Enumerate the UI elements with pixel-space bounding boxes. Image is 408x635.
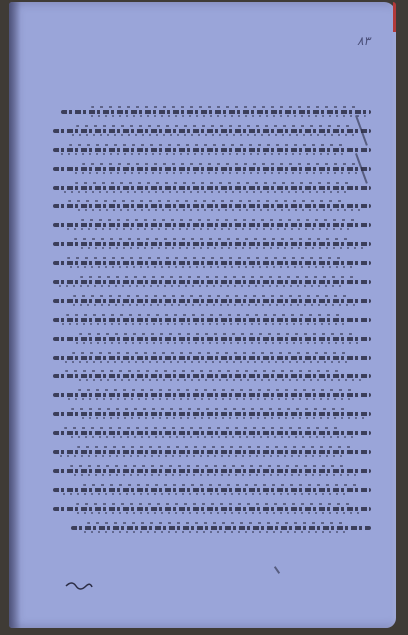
ink-dots <box>67 257 345 259</box>
manuscript-line <box>46 331 371 349</box>
ink-stroke <box>53 223 371 227</box>
manuscript-line <box>46 520 371 538</box>
ink-descenders <box>60 361 348 363</box>
page-spine-shadow <box>9 2 21 628</box>
ink-stroke <box>53 242 371 246</box>
ink-stroke <box>53 469 371 473</box>
catchword <box>64 577 94 591</box>
ink-dots <box>82 163 360 165</box>
manuscript-line <box>46 142 371 160</box>
ink-dots <box>66 314 344 316</box>
ink-dots <box>72 352 350 354</box>
ink-descenders <box>57 323 345 325</box>
ink-descenders <box>62 228 350 230</box>
manuscript-line <box>46 217 371 235</box>
ink-descenders <box>69 474 357 476</box>
ink-descenders <box>56 153 344 155</box>
manuscript-line <box>46 482 371 500</box>
ink-dots <box>76 125 354 127</box>
manuscript-line <box>46 161 371 179</box>
ink-stroke <box>61 110 371 114</box>
ink-stroke <box>53 374 371 378</box>
manuscript-line <box>46 406 371 424</box>
ink-descenders <box>72 512 360 514</box>
manuscript-line <box>46 501 371 519</box>
manuscript-line <box>46 180 371 198</box>
ink-dots <box>71 408 349 410</box>
ink-dots <box>65 370 343 372</box>
manuscript-line <box>46 255 371 273</box>
ink-stroke <box>53 356 371 360</box>
ink-descenders <box>71 342 359 344</box>
manuscript-line <box>46 274 371 292</box>
ink-descenders <box>73 209 361 211</box>
ink-stroke <box>53 393 371 397</box>
ink-dots <box>80 276 358 278</box>
manuscript-line <box>46 463 371 481</box>
manuscript-line <box>46 368 371 386</box>
ink-stroke <box>53 318 371 322</box>
manuscript-line <box>46 425 371 443</box>
handwritten-text-block <box>46 104 371 544</box>
ink-dots <box>76 503 354 505</box>
ink-stroke <box>53 148 371 152</box>
ink-descenders <box>76 247 364 249</box>
red-edge-marker <box>393 2 396 32</box>
ink-stroke <box>53 186 371 190</box>
ink-stroke <box>53 488 371 492</box>
ink-stroke <box>53 412 371 416</box>
ink-descenders <box>59 191 347 193</box>
ink-dots <box>69 144 347 146</box>
ink-stroke <box>53 204 371 208</box>
ink-stroke <box>53 431 371 435</box>
manuscript-line <box>46 350 371 368</box>
manuscript-line <box>46 104 371 122</box>
ink-dots <box>68 200 346 202</box>
ink-stroke <box>53 129 371 133</box>
ink-descenders <box>58 493 346 495</box>
ink-dots <box>91 106 361 108</box>
ink-dots <box>70 465 348 467</box>
manuscript-line <box>46 293 371 311</box>
ink-descenders <box>67 134 355 136</box>
ink-descenders <box>68 304 356 306</box>
ink-dots <box>64 427 342 429</box>
ink-stroke <box>53 337 371 341</box>
ink-descenders <box>65 266 353 268</box>
ink-dots <box>77 446 355 448</box>
ink-descenders <box>79 531 349 533</box>
ink-dots <box>78 389 356 391</box>
ink-dots <box>83 484 361 486</box>
ink-stroke <box>53 167 371 171</box>
ink-descenders <box>63 398 351 400</box>
ink-dots <box>87 522 347 524</box>
ink-dots <box>73 295 351 297</box>
manuscript-line <box>46 444 371 462</box>
ink-dots <box>74 238 352 240</box>
ink-stroke <box>53 507 371 511</box>
ink-descenders <box>55 455 343 457</box>
ink-dots <box>79 333 357 335</box>
ink-descenders <box>86 115 366 117</box>
ink-dots <box>81 219 359 221</box>
ink-stroke <box>53 450 371 454</box>
ink-dots <box>75 182 353 184</box>
manuscript-line <box>46 387 371 405</box>
ink-descenders <box>74 379 362 381</box>
catchword-ink <box>64 578 94 592</box>
ink-descenders <box>70 172 358 174</box>
ink-stroke <box>53 299 371 303</box>
manuscript-line <box>46 236 371 254</box>
ink-descenders <box>66 436 354 438</box>
ink-descenders <box>54 285 342 287</box>
ink-stroke <box>71 526 371 530</box>
manuscript-line <box>46 123 371 141</box>
folio-number: ٨٣ <box>357 34 370 48</box>
ink-descenders <box>77 417 365 419</box>
ink-stroke <box>53 280 371 284</box>
manuscript-line <box>46 312 371 330</box>
manuscript-line <box>46 198 371 216</box>
ink-stroke <box>53 261 371 265</box>
